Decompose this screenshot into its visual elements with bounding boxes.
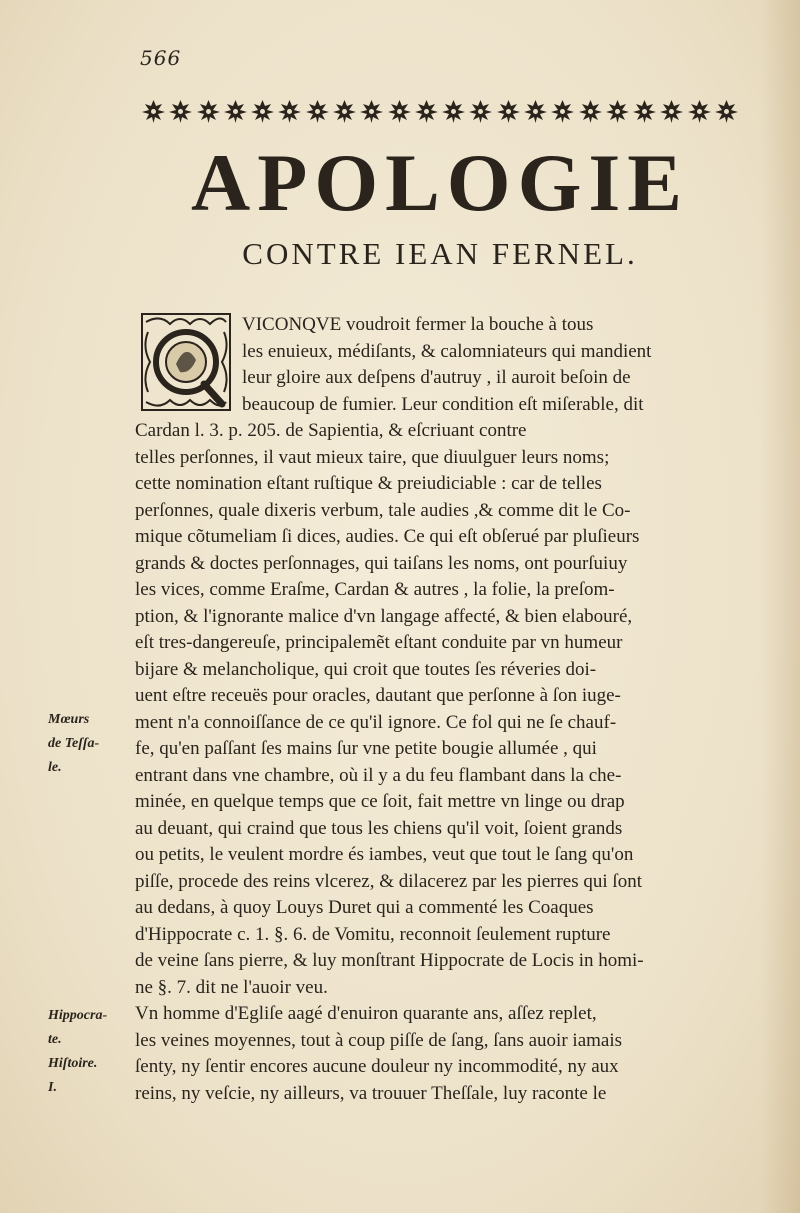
text-line: ſenty, ny ſentir encores aucune douleur ny incommodité, ny aux [135,1056,619,1077]
text-line: ment n'a connoiſſance de ce qu'il ignore. Ce fol qui ne ſe chauf- [135,711,617,733]
fleuron-icon [631,98,658,124]
fleuron-icon [604,98,631,124]
marginal-note-histoire [48,1052,128,1100]
text-line: Vn homme d'Egliſe aagé d'enuiron quarante ans, aſſez replet, [135,1003,597,1024]
fleuron-icon [440,98,467,124]
fleuron-icon [467,98,494,124]
fleuron-icon [386,98,413,124]
text-line: les veines moyennes, tout à coup piſſe de ſang, ſans auoir iamais [135,1029,623,1051]
fleuron-icon [195,98,222,124]
fleuron-icon [413,98,440,124]
text-line: ou petits, le veulent mordre és iambes, veut que tout le ſang qu'on [135,844,634,865]
drop-cap-paragraph [242,312,740,418]
text-line: ption, & l'ignorante malice d'vn langage affecté, & bien elabouré, [135,605,633,627]
text-line: de veine ſans pierre, & luy monſtrant Hippocrate de Locis in homi- [135,950,644,971]
text-line: perſonnes, quale dixeris verbum, tale audies ,& comme dit le Co- [135,499,631,521]
text-line: d'Hippocrate c. 1. §. 6. de Vomitu, reconnoit ſeulement rupture [135,923,611,945]
page-subtitle: CONTRE IEAN FERNEL. [242,236,638,271]
text-line: mique cõtumeliam ſi dices, audies. Ce qui eſt obſerué par pluſieurs [135,526,640,547]
text-line: leur gloire aux deſpens d'autruy , il auroit beſoin de [242,367,631,388]
text-line: telles perſonnes, il vaut mieux taire, que diuulguer leurs noms; [135,446,610,468]
text-line: VICONQVE voudroit fermer la bouche à tous [242,314,594,335]
marginal-note-hippocrate [48,1004,128,1052]
text-line: bijare & melancholique, qui croit que toutes ſes réveries doi- [135,658,597,680]
body-text [135,418,740,1107]
marginal-note-line: te. [48,1032,62,1047]
text-line: ne §. 7. dit ne l'auoir veu. [135,976,328,998]
fleuron-icon [331,98,358,124]
fleuron-icon [658,98,685,124]
page-edge-shadow [760,0,800,1213]
fleuron-icon [276,98,303,124]
fleuron-icon [549,98,576,124]
fleuron-icon [249,98,276,124]
fleuron-icon [358,98,385,124]
fleuron-icon [167,98,194,124]
page-number: 566 [140,46,182,70]
fleuron-icon [495,98,522,124]
text-line: au dedans, à quoy Louys Duret qui a commenté les Coaques [135,897,594,918]
fleuron-icon [140,98,167,124]
fleuron-icon [577,98,604,124]
text-line: entrant dans vne chambre, où il y a du feu flambant dans la che- [135,764,622,786]
fleuron-icon [222,98,249,124]
marginal-note-line: Mœurs [48,712,90,727]
marginal-note-line: le. [48,760,62,775]
fleuron-icon [686,98,713,124]
text-line: fe, qu'en paſſant ſes mains ſur vne petite bougie allumée , qui [135,738,597,759]
ornamental-fleuron-band [140,96,740,126]
marginal-note-line: Hiſtoire. [48,1056,98,1071]
fleuron-icon [522,98,549,124]
text-line: les enuieux, médiſants, & calomniateurs qui mandient [242,340,652,362]
marginal-note-moeurs [48,708,128,780]
text-line: grands & doctes perſonnages, qui taiſans les noms, ont pourſuiuy [135,552,628,574]
text-line: reins, ny veſcie, ny ailleurs, va trouuer Theſſale, luy raconte le [135,1082,607,1104]
text-line: eſt tres-dangereuſe, principalemẽt eſtant conduite par vn humeur [135,632,623,653]
text-line: piſſe, procede des reins vlcerez, & dilacerez par les pierres qui ſont [135,870,642,892]
text-line: au deuant, qui craind que tous les chiens qu'il voit, ſoient grands [135,817,623,839]
text-line: les vices, comme Eraſme, Cardan & autres , la folie, la preſom- [135,579,615,600]
fleuron-icon [304,98,331,124]
fleuron-icon [713,98,740,124]
page-title: APOLOGIE [191,137,689,228]
marginal-note-line: I. [48,1080,57,1095]
ornamental-initial-q-icon [140,312,232,412]
text-line: minée, en quelque temps que ce ſoit, fait mettre vn linge ou drap [135,791,625,812]
text-line: cette nomination eſtant ruſtique & preiudiciable : car de telles [135,473,602,494]
marginal-note-line: de Teſſa- [48,736,100,751]
text-line: Cardan l. 3. p. 205. de Sapientia, & eſcriuant contre [135,420,527,441]
text-line: uent eſtre receuës pour oracles, dautant que perſonne à ſon iuge- [135,685,621,706]
text-line: beaucoup de fumier. Leur condition eſt miſerable, dit [242,393,644,415]
marginal-note-line: Hippocra- [48,1008,108,1023]
